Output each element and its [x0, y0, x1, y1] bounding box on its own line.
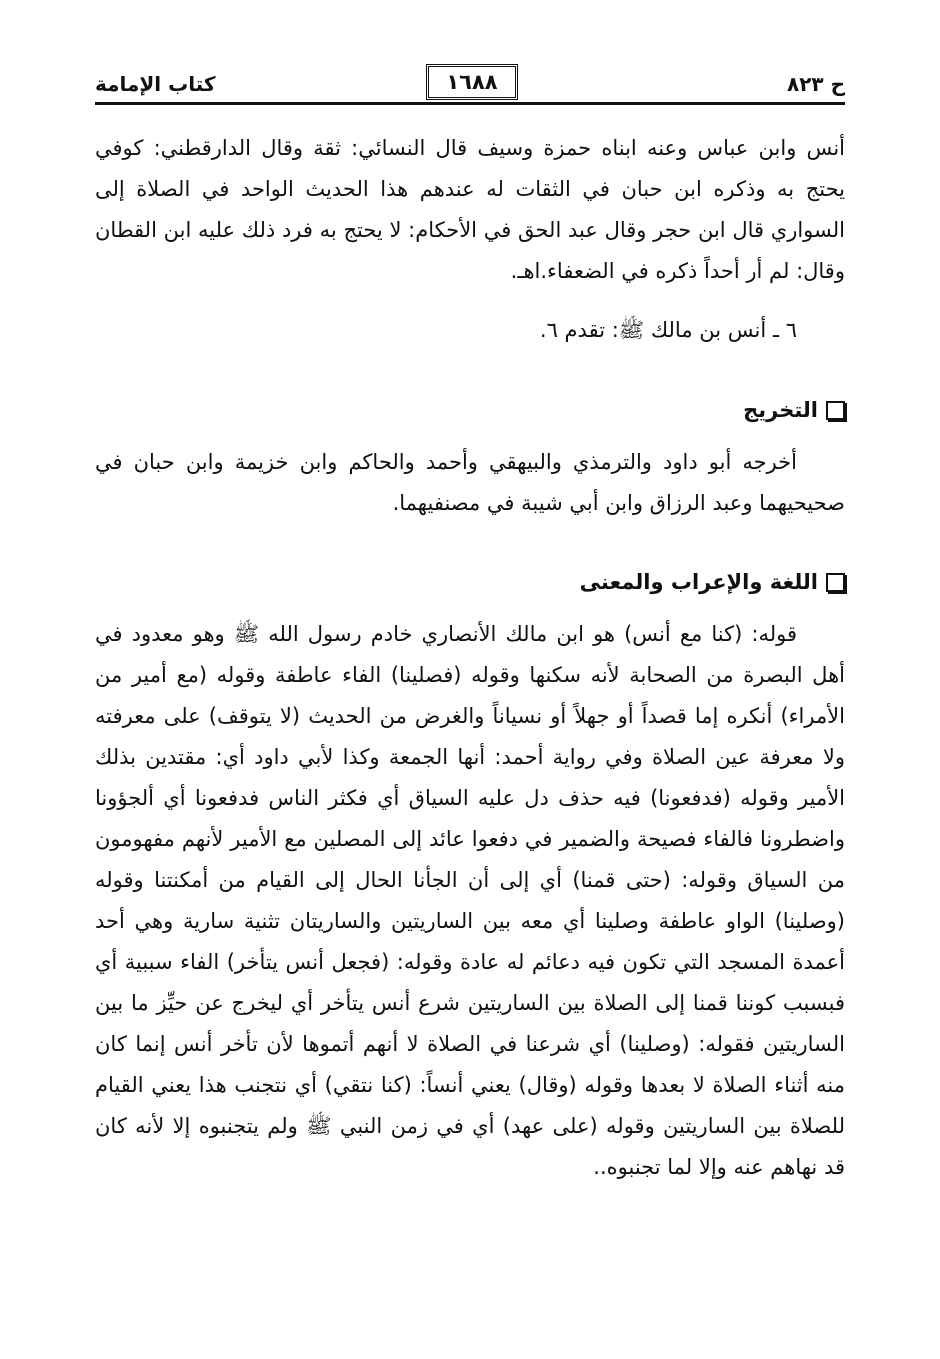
- book-title: كتاب الإمامة: [95, 72, 216, 96]
- anas-line: ٦ ـ أنس بن مالك ﷺ: تقدم ٦.: [539, 318, 797, 342]
- lugha-paragraph: [95, 614, 845, 1188]
- lugha-heading: [95, 562, 845, 602]
- square-bullet-icon: [826, 573, 845, 592]
- page-reference: ح ٨٢٣: [786, 72, 845, 96]
- takhrij-text: أخرجه أبو داود والترمذي والبيهقي وأحمد والحاكم وابن خزيمة وابن حبان في صحيحيهما وعبد الرزاق وابن أبي شيبة في مصنفيهما.: [95, 450, 845, 515]
- lugha-title: اللغة والإعراب والمعنى: [579, 570, 818, 594]
- anas-entry: [95, 310, 845, 351]
- square-bullet-icon: [826, 401, 845, 420]
- lugha-text: قوله: (كنا مع أنس) هو ابن مالك الأنصاري خادم رسول الله ﷺ وهو معدود في أهل البصرة من الصحابة لأنه سكنها وقوله (فصلينا) الفاء عاطفة وقوله (مع أمير من الأمراء) أنكره إما قصداً أو جهلاً أو نسياناً والغرض من الحديث (لا يتوقف) على معرفته ولا معرفة عين الصلاة وفي رواية أحمد: أنها الجمعة وكذا لأبي داود أي: مقتدين بذلك الأمير وقوله (فدفعونا) فيه حذف دل عليه السياق أي فكثر الناس فدفعونا أي ألجؤونا واضطرونا فالفاء فصيحة والضمير في دفعوا عائد إلى المصلين مع الأمير لأنهم مفهومون من السياق وقوله: (حتى قمنا) أي إلى أن الجأنا الحال إلى القيام من أمكنتنا وقوله (وصلينا) الواو عاطفة وصلينا أي معه بين الساريتين والساريتان تثنية سارية وهي أحد أعمدة المسجد التي تكون فيه دعائم له عادة وقوله: (فجعل أنس يتأخر) الفاء سببية أي فبسبب كوننا قمنا إلى الصلاة بين الساريتين شرع أنس يتأخر أي ليخرج عن حيِّز ما بين الساريتين فقوله: (وصلينا) أي شرعنا في الصلاة لا أنهم أتموها لأن تأخر أنس إنما كان منه أثناء الصلاة لا بعدها وقوله (وقال) يعني أنساً: (كنا نتقي) أي نتجنب هذا يعني القيام للصلاة بين الساريتين وقوله (على عهد) أي في زمن النبي ﷺ ولم يتجنبوه إلا لأنه كان قد نهاهم عنه وإلا لما تجنبوه..: [95, 622, 845, 1179]
- narrator-text: أنس وابن عباس وعنه ابناه حمزة وسيف قال النسائي: ثقة وقال الدارقطني: كوفي يحتج به وذكره ابن حبان في الثقات له عندهم هذا الحديث الواحد في الصلاة إلى السواري قال ابن حجر وقال عبد الحق في الأحكام: لا يحتج به فرد ذلك عليه ابن القطان وقال: لم أر أحداً ذكره في الضعفاء.اهـ.: [95, 136, 845, 283]
- takhrij-heading: [95, 390, 845, 430]
- page-header: [95, 62, 845, 105]
- takhrij-paragraph: [95, 442, 845, 524]
- narrator-paragraph: [95, 128, 845, 292]
- takhrij-title: التخريج: [743, 398, 818, 422]
- page-number: ١٦٨٨: [426, 64, 518, 100]
